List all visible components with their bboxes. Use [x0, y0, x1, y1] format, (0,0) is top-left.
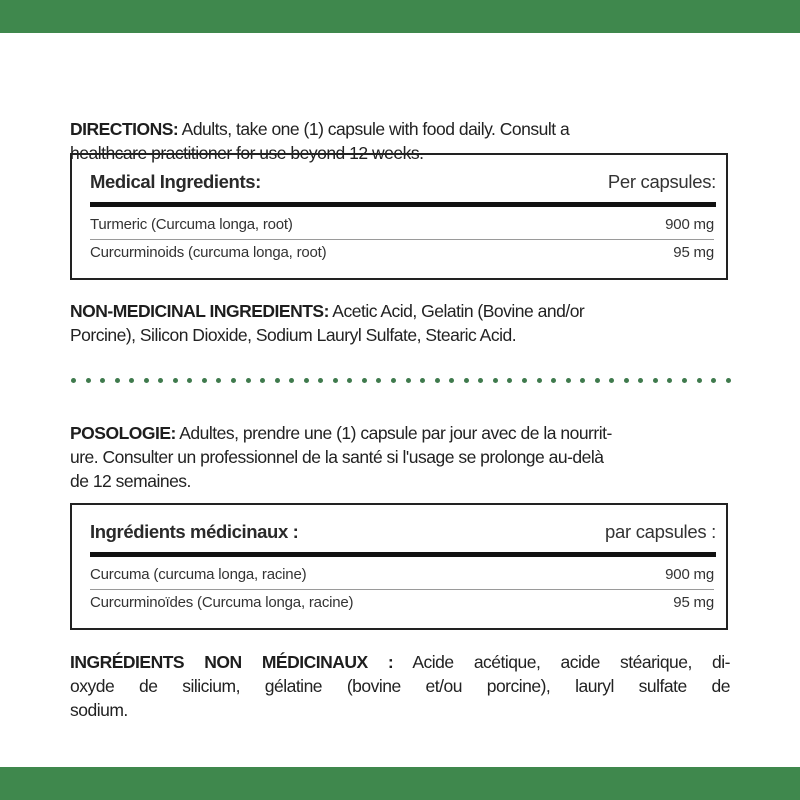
directions-text-1: Adults, take one (1) capsule with food daily. Consult a — [178, 119, 570, 139]
separator-dot — [129, 378, 134, 383]
dotted-separator — [71, 378, 731, 384]
separator-dot — [187, 378, 192, 383]
separator-dot — [507, 378, 512, 383]
separator-dot — [333, 378, 338, 383]
table-header — [90, 519, 716, 545]
medical-ingredients-table-en — [70, 153, 728, 280]
table-row — [90, 212, 714, 236]
bottom-green-band — [0, 767, 800, 800]
separator-dot — [478, 378, 483, 383]
separator-dot — [653, 378, 658, 383]
separator-dot — [667, 378, 672, 383]
posologie-fr-line2: ure. Consulter un professionnel de la santé si l'usage se prolonge au-delà — [70, 447, 604, 467]
separator-dot — [566, 378, 571, 383]
separator-dot — [537, 378, 542, 383]
separator-dot — [551, 378, 556, 383]
per-capsule-label: Per capsules: — [607, 171, 716, 192]
separator-dot — [493, 378, 498, 383]
separator-dot — [464, 378, 469, 383]
separator-dot — [711, 378, 716, 383]
non-medicinal-en-line2: Porcine), Silicon Dioxide, Sodium Lauryl Sulfate, Stearic Acid. — [70, 325, 517, 345]
separator-dot — [595, 378, 600, 383]
posologie-fr — [70, 421, 730, 493]
separator-dot — [260, 378, 265, 383]
ingredient-amount: 900 mg — [665, 215, 714, 233]
separator-dot — [100, 378, 105, 383]
separator-dot — [609, 378, 614, 383]
ingredient-amount: 900 mg — [665, 565, 714, 583]
per-capsule-label: par capsules : — [605, 521, 716, 542]
ingredient-name: Turmeric (Curcuma longa, root) — [90, 215, 293, 233]
separator-dot — [173, 378, 178, 383]
separator-dot — [231, 378, 236, 383]
non-medicinal-fr-text-1: Acide acétique, acide stéarique, di- — [393, 652, 730, 672]
ingredient-name: Curcurminoïdes (Curcuma longa, racine) — [90, 593, 354, 611]
separator-dot — [638, 378, 643, 383]
non-medicinal-fr-line1 — [70, 650, 730, 674]
separator-dot — [216, 378, 221, 383]
separator-dot — [71, 378, 76, 383]
top-green-band — [0, 0, 800, 33]
separator-dot — [435, 378, 440, 383]
separator-dot — [144, 378, 149, 383]
separator-dot — [682, 378, 687, 383]
separator-dot — [289, 378, 294, 383]
posologie-label: POSOLOGIE: — [70, 423, 176, 443]
separator-dot — [522, 378, 527, 383]
separator-dot — [275, 378, 280, 383]
posologie-text-1: Adultes, prendre une (1) capsule par jour avec de la nourrit- — [175, 423, 612, 443]
header-rule — [90, 552, 716, 557]
separator-dot — [304, 378, 309, 383]
separator-dot — [115, 378, 120, 383]
non-medicinal-fr-line2: oxyde de silicium, gélatine (bovine et/ou porcine), lauryl sulfate de — [70, 676, 730, 696]
table-header — [90, 169, 716, 195]
separator-dot — [202, 378, 207, 383]
table-row — [90, 562, 714, 586]
separator-dot — [362, 378, 367, 383]
separator-dot — [624, 378, 629, 383]
separator-dot — [391, 378, 396, 383]
non-medicinal-en — [70, 299, 730, 347]
ingredient-amount: 95 mg — [673, 593, 714, 611]
non-medicinal-en-line1 — [70, 299, 730, 323]
header-rule — [90, 202, 716, 207]
non-medicinal-fr — [70, 650, 730, 722]
table-title: Ingrédients médicinaux : — [90, 521, 299, 542]
separator-dot — [449, 378, 454, 383]
posologie-fr-line3: de 12 semaines. — [70, 471, 191, 491]
separator-dot — [376, 378, 381, 383]
separator-dot — [697, 378, 702, 383]
table-row — [90, 590, 714, 614]
medical-ingredients-table-fr — [70, 503, 728, 630]
posologie-fr-line1 — [70, 421, 730, 445]
separator-dot — [347, 378, 352, 383]
ingredient-amount: 95 mg — [673, 243, 714, 261]
non-medicinal-fr-label: INGRÉDIENTS NON MÉDICINAUX : — [70, 652, 394, 672]
directions-en-line2: healthcare practitioner for use beyond 12 weeks. — [70, 143, 424, 163]
ingredient-name: Curcurminoids (curcuma longa, root) — [90, 243, 327, 261]
separator-dot — [318, 378, 323, 383]
non-medicinal-fr-line3: sodium. — [70, 700, 128, 720]
separator-dot — [158, 378, 163, 383]
separator-dot — [420, 378, 425, 383]
separator-dot — [726, 378, 731, 383]
table-row — [90, 240, 714, 264]
non-medicinal-label: NON-MEDICINAL INGREDIENTS: — [70, 301, 329, 321]
separator-dot — [246, 378, 251, 383]
separator-dot — [86, 378, 91, 383]
non-medicinal-text-1: Acetic Acid, Gelatin (Bovine and/or — [328, 301, 585, 321]
separator-dot — [580, 378, 585, 383]
ingredient-name: Curcuma (curcuma longa, racine) — [90, 565, 307, 583]
table-title: Medical Ingredients: — [90, 171, 261, 192]
separator-dot — [406, 378, 411, 383]
directions-en-line1 — [70, 117, 730, 141]
directions-label: DIRECTIONS: — [70, 119, 179, 139]
